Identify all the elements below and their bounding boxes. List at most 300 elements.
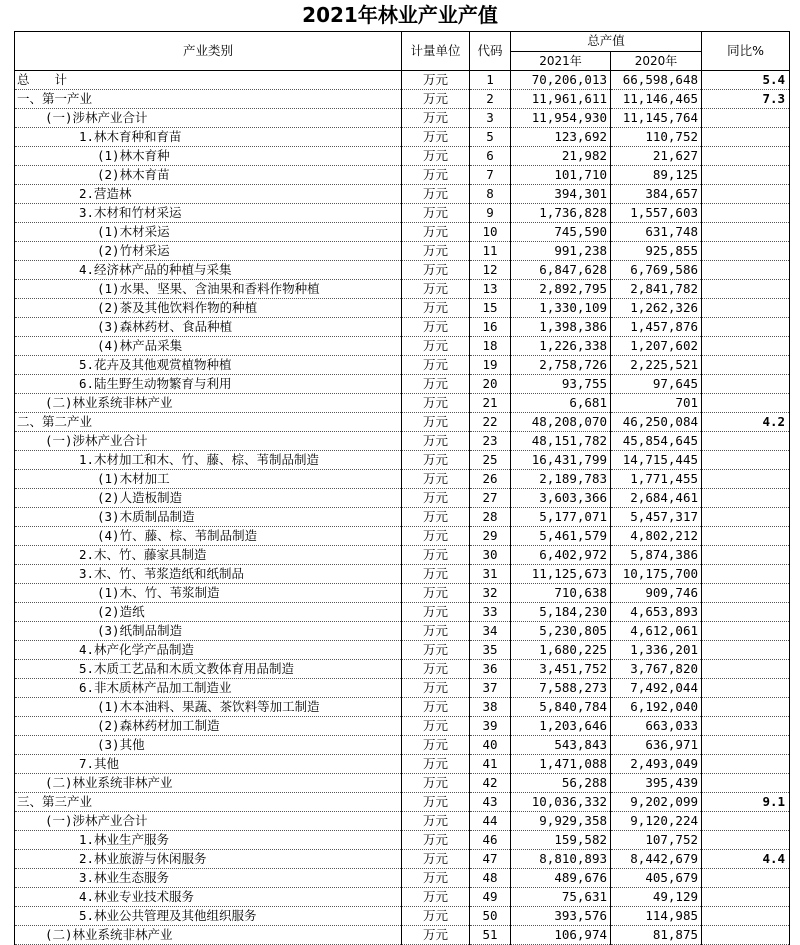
row-yoy (702, 641, 790, 660)
row-code: 10 (470, 223, 511, 242)
table-row (15, 793, 790, 812)
row-code: 16 (470, 318, 511, 337)
row-code: 35 (470, 641, 511, 660)
row-value-2021: 21,982 (511, 147, 611, 166)
row-value-2020: 5,457,317 (611, 508, 702, 527)
row-unit: 万元 (402, 603, 470, 622)
row-yoy: 4.4 (702, 850, 790, 869)
row-value-2020: 4,653,893 (611, 603, 702, 622)
row-code: 1 (470, 71, 511, 90)
row-category: 二、第二产业 (15, 413, 402, 432)
row-category: (1)水果、坚果、含油果和香料作物种植 (15, 280, 402, 299)
row-code: 29 (470, 527, 511, 546)
row-value-2021: 710,638 (511, 584, 611, 603)
row-category: 4.林业专业技术服务 (15, 888, 402, 907)
table-row (15, 679, 790, 698)
row-category: 4.经济林产品的种植与采集 (15, 261, 402, 280)
header-year-2020: 2020年 (611, 51, 702, 71)
row-value-2020: 636,971 (611, 736, 702, 755)
row-value-2020: 631,748 (611, 223, 702, 242)
row-value-2020: 21,627 (611, 147, 702, 166)
header-row (15, 32, 790, 52)
row-value-2020: 6,769,586 (611, 261, 702, 280)
row-unit: 万元 (402, 128, 470, 147)
row-value-2021: 75,631 (511, 888, 611, 907)
row-value-2021: 3,603,366 (511, 489, 611, 508)
row-yoy (702, 698, 790, 717)
row-value-2020: 3,767,820 (611, 660, 702, 679)
row-unit: 万元 (402, 394, 470, 413)
row-category: (1)木本油料、果蔬、茶饮料等加工制造 (15, 698, 402, 717)
table-row (15, 451, 790, 470)
row-unit: 万元 (402, 717, 470, 736)
row-code: 6 (470, 147, 511, 166)
row-code: 19 (470, 356, 511, 375)
row-code: 49 (470, 888, 511, 907)
row-code: 18 (470, 337, 511, 356)
row-unit: 万元 (402, 755, 470, 774)
row-category: 6.非木质林产品加工制造业 (15, 679, 402, 698)
table-row (15, 622, 790, 641)
row-unit: 万元 (402, 907, 470, 926)
table-row (15, 736, 790, 755)
row-category: (3)纸制品制造 (15, 622, 402, 641)
row-value-2020: 395,439 (611, 774, 702, 793)
row-code: 41 (470, 755, 511, 774)
row-value-2020: 81,875 (611, 926, 702, 945)
row-yoy (702, 109, 790, 128)
row-yoy (702, 926, 790, 945)
row-value-2021: 393,576 (511, 907, 611, 926)
row-value-2021: 3,451,752 (511, 660, 611, 679)
row-value-2020: 2,841,782 (611, 280, 702, 299)
row-unit: 万元 (402, 280, 470, 299)
row-category: (二)林业系统非林产业 (15, 926, 402, 945)
row-value-2021: 394,301 (511, 185, 611, 204)
row-unit: 万元 (402, 451, 470, 470)
row-category: (4)竹、藤、棕、苇制品制造 (15, 527, 402, 546)
row-value-2021: 991,238 (511, 242, 611, 261)
row-value-2020: 14,715,445 (611, 451, 702, 470)
row-value-2021: 93,755 (511, 375, 611, 394)
page-title: 2021年林业产业产值 (302, 3, 498, 27)
row-value-2021: 2,189,783 (511, 470, 611, 489)
row-value-2021: 745,590 (511, 223, 611, 242)
row-category: (2)森林药材加工制造 (15, 717, 402, 736)
row-code: 13 (470, 280, 511, 299)
row-value-2021: 48,208,070 (511, 413, 611, 432)
row-unit: 万元 (402, 337, 470, 356)
row-yoy (702, 470, 790, 489)
row-unit: 万元 (402, 147, 470, 166)
row-category: 7.其他 (15, 755, 402, 774)
row-code: 46 (470, 831, 511, 850)
row-value-2020: 110,752 (611, 128, 702, 147)
row-yoy (702, 204, 790, 223)
table-row (15, 527, 790, 546)
row-yoy (702, 527, 790, 546)
row-code: 26 (470, 470, 511, 489)
row-value-2020: 9,202,099 (611, 793, 702, 812)
table-row (15, 394, 790, 413)
table-row (15, 888, 790, 907)
row-code: 33 (470, 603, 511, 622)
row-yoy (702, 318, 790, 337)
output-value-table (14, 31, 789, 942)
row-code: 48 (470, 869, 511, 888)
row-value-2020: 909,746 (611, 584, 702, 603)
row-code: 43 (470, 793, 511, 812)
row-code: 21 (470, 394, 511, 413)
row-yoy (702, 261, 790, 280)
row-code: 28 (470, 508, 511, 527)
table-row (15, 280, 790, 299)
row-yoy (702, 489, 790, 508)
row-value-2020: 9,120,224 (611, 812, 702, 831)
row-unit: 万元 (402, 489, 470, 508)
row-category: (2)人造板制造 (15, 489, 402, 508)
row-yoy (702, 337, 790, 356)
row-value-2020: 11,145,764 (611, 109, 702, 128)
row-code: 34 (470, 622, 511, 641)
row-category: (2)茶及其他饮料作物的种植 (15, 299, 402, 318)
row-value-2021: 1,471,088 (511, 755, 611, 774)
row-category: (3)木质制品制造 (15, 508, 402, 527)
row-yoy: 4.2 (702, 413, 790, 432)
row-code: 40 (470, 736, 511, 755)
row-yoy (702, 565, 790, 584)
row-yoy (702, 584, 790, 603)
row-value-2021: 2,892,795 (511, 280, 611, 299)
row-yoy (702, 869, 790, 888)
row-value-2020: 4,802,212 (611, 527, 702, 546)
table-row (15, 375, 790, 394)
row-yoy (702, 280, 790, 299)
table-row (15, 489, 790, 508)
row-category: (一)涉林产业合计 (15, 109, 402, 128)
row-value-2020: 5,874,386 (611, 546, 702, 565)
row-yoy (702, 812, 790, 831)
row-code: 23 (470, 432, 511, 451)
table-row (15, 508, 790, 527)
row-category: 3.木、竹、苇浆造纸和纸制品 (15, 565, 402, 584)
row-yoy (702, 147, 790, 166)
row-value-2021: 70,206,013 (511, 71, 611, 90)
row-category: 1.林木育种和育苗 (15, 128, 402, 147)
row-value-2021: 1,398,386 (511, 318, 611, 337)
row-yoy: 7.3 (702, 90, 790, 109)
table-row (15, 926, 790, 945)
row-category: 5.花卉及其他观赏植物种植 (15, 356, 402, 375)
row-value-2021: 123,692 (511, 128, 611, 147)
table-row (15, 166, 790, 185)
row-unit: 万元 (402, 432, 470, 451)
row-unit: 万元 (402, 90, 470, 109)
row-value-2020: 89,125 (611, 166, 702, 185)
table-row (15, 128, 790, 147)
row-code: 51 (470, 926, 511, 945)
row-unit: 万元 (402, 926, 470, 945)
row-value-2021: 1,736,828 (511, 204, 611, 223)
row-category: (2)造纸 (15, 603, 402, 622)
row-value-2020: 1,557,603 (611, 204, 702, 223)
table-row (15, 546, 790, 565)
table-row (15, 660, 790, 679)
row-value-2021: 1,226,338 (511, 337, 611, 356)
row-code: 36 (470, 660, 511, 679)
row-category: (二)林业系统非林产业 (15, 774, 402, 793)
row-value-2021: 48,151,782 (511, 432, 611, 451)
row-unit: 万元 (402, 413, 470, 432)
row-value-2020: 4,612,061 (611, 622, 702, 641)
row-unit: 万元 (402, 242, 470, 261)
table-row (15, 90, 790, 109)
row-yoy (702, 375, 790, 394)
row-yoy (702, 679, 790, 698)
row-category: 2.木、竹、藤家具制造 (15, 546, 402, 565)
table-row (15, 565, 790, 584)
row-code: 12 (470, 261, 511, 280)
row-value-2020: 1,457,876 (611, 318, 702, 337)
row-code: 5 (470, 128, 511, 147)
row-value-2021: 5,840,784 (511, 698, 611, 717)
row-unit: 万元 (402, 204, 470, 223)
row-category: 2.林业旅游与休闲服务 (15, 850, 402, 869)
row-unit: 万元 (402, 565, 470, 584)
row-category: (4)林产品采集 (15, 337, 402, 356)
row-value-2021: 11,954,930 (511, 109, 611, 128)
row-category: 5.木质工艺品和木质文教体育用品制造 (15, 660, 402, 679)
row-yoy (702, 508, 790, 527)
table-row (15, 584, 790, 603)
row-value-2020: 66,598,648 (611, 71, 702, 90)
table-row (15, 147, 790, 166)
table-row (15, 413, 790, 432)
row-category: (1)木材加工 (15, 470, 402, 489)
row-unit: 万元 (402, 869, 470, 888)
row-value-2020: 114,985 (611, 907, 702, 926)
row-yoy (702, 451, 790, 470)
table-row (15, 907, 790, 926)
row-yoy (702, 299, 790, 318)
row-yoy (702, 888, 790, 907)
row-unit: 万元 (402, 375, 470, 394)
row-unit: 万元 (402, 109, 470, 128)
row-value-2021: 5,461,579 (511, 527, 611, 546)
row-yoy (702, 717, 790, 736)
row-code: 11 (470, 242, 511, 261)
table-row (15, 470, 790, 489)
row-value-2021: 56,288 (511, 774, 611, 793)
row-value-2020: 11,146,465 (611, 90, 702, 109)
row-value-2020: 45,854,645 (611, 432, 702, 451)
row-category: 三、第三产业 (15, 793, 402, 812)
row-category: (3)森林药材、食品种植 (15, 318, 402, 337)
row-unit: 万元 (402, 527, 470, 546)
row-value-2021: 1,203,646 (511, 717, 611, 736)
table-row (15, 261, 790, 280)
row-category: (1)木材采运 (15, 223, 402, 242)
row-value-2021: 159,582 (511, 831, 611, 850)
row-unit: 万元 (402, 698, 470, 717)
row-code: 42 (470, 774, 511, 793)
table-row (15, 603, 790, 622)
row-category: (1)木、竹、苇浆制造 (15, 584, 402, 603)
table-row (15, 318, 790, 337)
row-value-2020: 8,442,679 (611, 850, 702, 869)
row-code: 32 (470, 584, 511, 603)
row-value-2020: 2,684,461 (611, 489, 702, 508)
row-unit: 万元 (402, 850, 470, 869)
row-code: 44 (470, 812, 511, 831)
table-row (15, 698, 790, 717)
row-code: 38 (470, 698, 511, 717)
row-yoy (702, 128, 790, 147)
row-unit: 万元 (402, 546, 470, 565)
row-unit: 万元 (402, 793, 470, 812)
row-value-2021: 11,961,611 (511, 90, 611, 109)
row-code: 39 (470, 717, 511, 736)
row-category: 总 计 (15, 71, 402, 90)
table-row (15, 223, 790, 242)
row-category: 3.林业生态服务 (15, 869, 402, 888)
row-value-2021: 6,402,972 (511, 546, 611, 565)
table-row (15, 432, 790, 451)
row-unit: 万元 (402, 812, 470, 831)
row-code: 47 (470, 850, 511, 869)
row-value-2021: 6,847,628 (511, 261, 611, 280)
row-yoy (702, 774, 790, 793)
row-value-2021: 2,758,726 (511, 356, 611, 375)
row-value-2021: 11,125,673 (511, 565, 611, 584)
row-category: 1.林业生产服务 (15, 831, 402, 850)
row-unit: 万元 (402, 166, 470, 185)
row-value-2020: 2,225,521 (611, 356, 702, 375)
row-yoy (702, 166, 790, 185)
row-unit: 万元 (402, 71, 470, 90)
row-unit: 万元 (402, 470, 470, 489)
row-code: 7 (470, 166, 511, 185)
row-unit: 万元 (402, 223, 470, 242)
row-unit: 万元 (402, 888, 470, 907)
table-row (15, 831, 790, 850)
row-unit: 万元 (402, 318, 470, 337)
row-value-2021: 10,036,332 (511, 793, 611, 812)
row-unit: 万元 (402, 831, 470, 850)
row-value-2021: 5,230,805 (511, 622, 611, 641)
row-category: 2.营造林 (15, 185, 402, 204)
row-yoy (702, 356, 790, 375)
row-value-2020: 107,752 (611, 831, 702, 850)
row-value-2020: 10,175,700 (611, 565, 702, 584)
row-code: 25 (470, 451, 511, 470)
row-unit: 万元 (402, 508, 470, 527)
row-yoy (702, 432, 790, 451)
row-unit: 万元 (402, 356, 470, 375)
row-category: (3)其他 (15, 736, 402, 755)
row-value-2020: 7,492,044 (611, 679, 702, 698)
row-code: 9 (470, 204, 511, 223)
row-category: (1)林木育种 (15, 147, 402, 166)
table-row (15, 755, 790, 774)
row-category: (2)林木育苗 (15, 166, 402, 185)
table-row (15, 242, 790, 261)
table-row (15, 356, 790, 375)
row-code: 8 (470, 185, 511, 204)
row-value-2021: 543,843 (511, 736, 611, 755)
row-unit: 万元 (402, 660, 470, 679)
row-category: 一、第一产业 (15, 90, 402, 109)
row-value-2020: 1,262,326 (611, 299, 702, 318)
row-value-2020: 1,771,455 (611, 470, 702, 489)
row-unit: 万元 (402, 622, 470, 641)
row-category: (二)林业系统非林产业 (15, 394, 402, 413)
row-value-2020: 46,250,084 (611, 413, 702, 432)
row-value-2020: 6,192,040 (611, 698, 702, 717)
row-value-2021: 106,974 (511, 926, 611, 945)
header-total-value: 总产值 (511, 32, 702, 52)
header-year-2021: 2021年 (511, 51, 611, 71)
row-code: 50 (470, 907, 511, 926)
table-row (15, 812, 790, 831)
row-value-2021: 1,680,225 (511, 641, 611, 660)
row-yoy (702, 394, 790, 413)
row-unit: 万元 (402, 185, 470, 204)
row-yoy: 9.1 (702, 793, 790, 812)
row-value-2021: 1,330,109 (511, 299, 611, 318)
row-yoy (702, 242, 790, 261)
row-code: 22 (470, 413, 511, 432)
row-value-2021: 101,710 (511, 166, 611, 185)
row-code: 27 (470, 489, 511, 508)
row-category: (一)涉林产业合计 (15, 812, 402, 831)
row-code: 3 (470, 109, 511, 128)
table-row (15, 337, 790, 356)
row-unit: 万元 (402, 299, 470, 318)
row-yoy (702, 546, 790, 565)
table-row (15, 717, 790, 736)
row-category: 5.林业公共管理及其他组织服务 (15, 907, 402, 926)
row-unit: 万元 (402, 736, 470, 755)
header-code: 代码 (470, 32, 511, 71)
table-row (15, 774, 790, 793)
table-row (15, 109, 790, 128)
header-unit: 计量单位 (402, 32, 470, 71)
row-yoy (702, 736, 790, 755)
row-unit: 万元 (402, 679, 470, 698)
row-value-2021: 8,810,893 (511, 850, 611, 869)
row-yoy (702, 603, 790, 622)
table-row (15, 71, 790, 90)
row-yoy (702, 755, 790, 774)
row-value-2021: 7,588,273 (511, 679, 611, 698)
row-yoy (702, 907, 790, 926)
row-value-2020: 405,679 (611, 869, 702, 888)
row-value-2021: 16,431,799 (511, 451, 611, 470)
row-value-2020: 925,855 (611, 242, 702, 261)
table-row (15, 204, 790, 223)
row-category: 1.木材加工和木、竹、藤、棕、苇制品制造 (15, 451, 402, 470)
row-value-2020: 701 (611, 394, 702, 413)
row-value-2020: 1,336,201 (611, 641, 702, 660)
row-value-2020: 663,033 (611, 717, 702, 736)
row-yoy: 5.4 (702, 71, 790, 90)
row-unit: 万元 (402, 774, 470, 793)
row-code: 15 (470, 299, 511, 318)
row-value-2021: 6,681 (511, 394, 611, 413)
row-value-2020: 1,207,602 (611, 337, 702, 356)
row-yoy (702, 831, 790, 850)
